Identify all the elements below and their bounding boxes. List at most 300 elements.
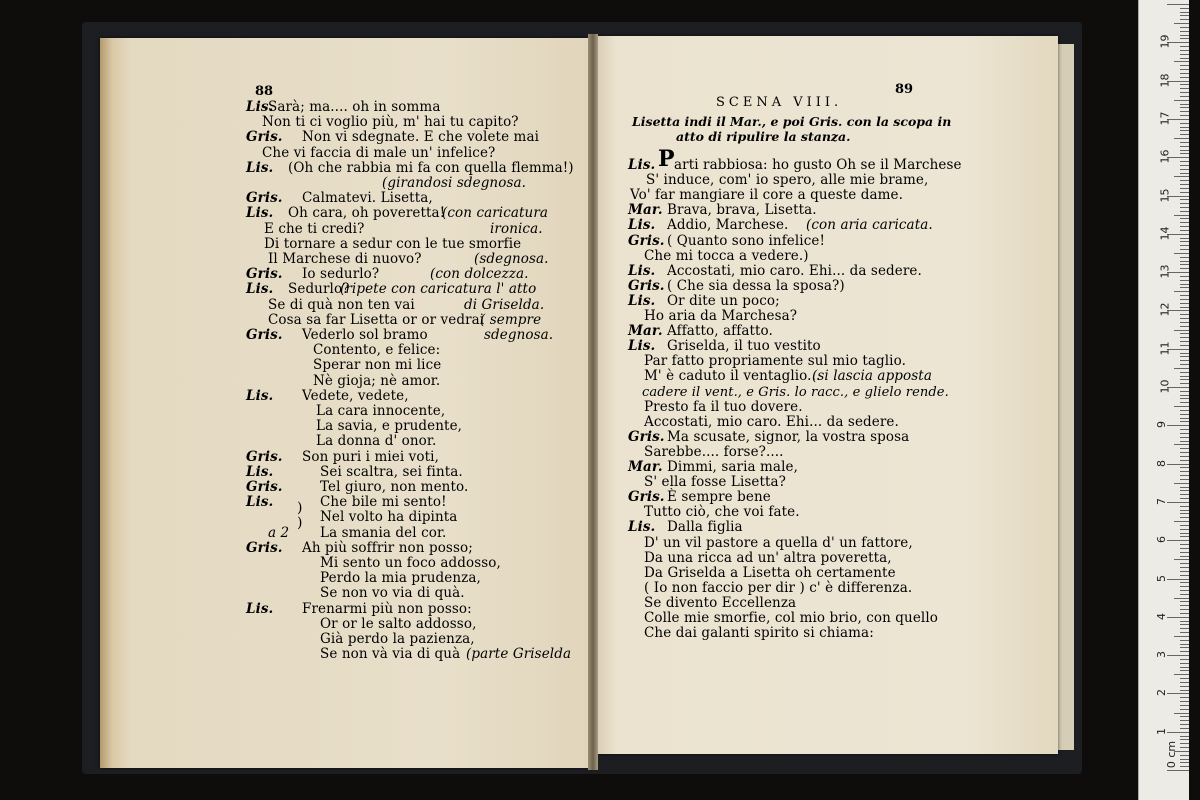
speaker-name: Gris.: [246, 539, 283, 556]
speaker-name: Lis.: [246, 99, 274, 115]
ruler-tick: [1180, 73, 1189, 74]
ruler-tick: [1180, 739, 1189, 740]
verse-text: ( Quanto sono infelice!: [667, 232, 825, 249]
stage-direction: ( sempre: [480, 311, 542, 328]
verse-text: arti rabbiosa: ho gusto Oh se il Marchese: [674, 157, 962, 173]
ruler-tick: [1180, 46, 1189, 47]
verse-text: Sperar non mi lice: [313, 357, 442, 374]
speaker-name: Lis.: [246, 600, 274, 617]
page-number-left: 88: [255, 84, 274, 99]
ruler-tick: [1180, 245, 1189, 246]
ruler-tick: [1180, 241, 1189, 242]
ruler-tick: [1180, 333, 1189, 334]
speaker-name: Lis.: [628, 292, 656, 309]
ruler-tick: [1180, 280, 1189, 281]
ruler-tick: [1180, 165, 1189, 166]
ruler-tick: [1180, 567, 1189, 568]
ruler-tick: [1180, 667, 1189, 668]
verse-text: Sei scaltra, sei finta.: [320, 463, 463, 480]
verse-text: Dalla figlia: [667, 519, 743, 536]
ruler-label: 7: [1155, 497, 1168, 505]
ruler-tick: [1180, 590, 1189, 591]
verse-text: Vedete, vedete,: [302, 387, 409, 404]
ruler-tick: [1180, 609, 1189, 610]
speaker-name: Gris.: [246, 129, 283, 146]
ruler-tick: [1180, 69, 1189, 70]
ruler-tick: [1180, 647, 1189, 648]
verse-text: Di tornare a sedur con le tue smorfie: [264, 235, 522, 252]
verse-text: Vo' far mangiare il core a queste dame.: [630, 187, 904, 204]
stage-direction: (parte Griselda: [466, 646, 572, 663]
ruler-label: 1: [1155, 727, 1168, 735]
verse-text: Griselda, il tuo vestito: [667, 338, 821, 355]
ruler-tick: [1180, 142, 1189, 143]
ruler-tick: [1180, 686, 1189, 687]
ruler-tick: [1180, 736, 1189, 737]
ruler-tick: [1167, 425, 1189, 426]
speaker-name: Lis.: [246, 387, 274, 404]
verse-text: Dimmi, saria male,: [667, 459, 798, 475]
ruler-tick: [1180, 421, 1189, 422]
verse-text: Non vi sdegnate. E che volete mai: [302, 129, 540, 146]
verse-text: Nel volto ha dipinta: [320, 509, 458, 526]
verse-text: Ma scusate, signor, la vostra sposa: [667, 428, 910, 445]
verse-text: ( Io non faccio per dir ) c' è differenza.: [644, 579, 913, 596]
ruler-tick: [1180, 586, 1189, 587]
ruler-tick: [1180, 345, 1189, 346]
verse-text: Il Marchese di nuovo?: [268, 251, 422, 267]
ruler-tick: [1180, 307, 1189, 308]
ruler-tick: [1180, 326, 1189, 327]
ruler-tick: [1180, 766, 1189, 767]
ruler-tick: [1167, 540, 1189, 541]
ruler-tick: [1167, 617, 1189, 618]
verse-text: Or dite un poco;: [667, 292, 780, 309]
ruler-tick: [1180, 506, 1189, 507]
ruler-tick: [1180, 494, 1189, 495]
ruler-tick: [1180, 249, 1189, 250]
ruler-tick: [1180, 96, 1189, 97]
ruler-tick: [1180, 659, 1189, 660]
verse-text: Se non vo via di quà.: [320, 585, 465, 602]
verse-text: Tel giuro, non mento.: [320, 479, 469, 495]
ruler-label: 12: [1158, 302, 1172, 317]
ruler-tick: [1180, 12, 1189, 13]
ruler-tick: [1180, 398, 1189, 399]
ruler-tick: [1180, 134, 1189, 135]
ruler-label: 10: [1158, 379, 1172, 394]
book-gutter: [588, 34, 598, 770]
ruler-tick: [1180, 582, 1189, 583]
ruler-tick: [1180, 161, 1189, 162]
scene-title: SCENA VIII.: [716, 95, 843, 110]
ruler-tick: [1180, 303, 1189, 304]
ruler-tick: [1180, 678, 1189, 679]
ruler-tick: [1180, 383, 1189, 384]
ruler-tick: [1180, 613, 1189, 614]
ruler-tick: [1174, 713, 1189, 714]
verse-text: Ho aria da Marchesa?: [644, 308, 798, 324]
verse-text: Or or le salto addosso,: [320, 615, 477, 632]
ruler-tick: [1174, 330, 1189, 331]
speaker-name: Lis.: [246, 463, 274, 480]
verse-text: M' è caduto il ventaglio...: [644, 368, 821, 385]
ruler-tick: [1180, 188, 1189, 189]
ruler-label: 5: [1155, 574, 1168, 582]
speaker-name: Gris.: [628, 232, 665, 249]
ruler-tick: [1180, 58, 1189, 59]
ruler-tick: [1180, 456, 1189, 457]
ruler-tick: [1167, 655, 1189, 656]
stage-direction: (girandosi sdegnosa.: [382, 175, 527, 191]
ruler-tick: [1174, 61, 1189, 62]
ruler-tick: [1180, 127, 1189, 128]
verse-text: Vederlo sol bramo: [302, 327, 428, 343]
ruler-tick: [1180, 238, 1189, 239]
ruler-tick: [1180, 548, 1189, 549]
stage-heading-line-1: Lisetta indi il Mar., e poi Gris. con la scopa in: [632, 114, 952, 129]
verse-text: Mi sento un foco addosso,: [320, 555, 501, 571]
ruler-tick: [1180, 173, 1189, 174]
verse-text: Non ti ci voglio più, m' hai tu capito?: [262, 114, 519, 131]
ruler-tick: [1180, 318, 1189, 319]
brace-bottom: ): [297, 515, 303, 531]
stage-direction: (sdegnosa.: [474, 251, 549, 267]
ruler-tick: [1180, 364, 1189, 365]
ruler-tick: [1180, 690, 1189, 691]
ruler-tick: [1180, 594, 1189, 595]
ruler-tick: [1174, 559, 1189, 560]
brace-top: ): [297, 500, 303, 516]
verse-text: Io sedurlo?: [302, 266, 380, 283]
ruler-tick: [1180, 150, 1189, 151]
ruler-tick: [1180, 15, 1189, 16]
ruler-tick: [1180, 533, 1189, 534]
ruler-tick: [1174, 483, 1189, 484]
ruler-tick: [1180, 402, 1189, 403]
ruler-tick: [1174, 138, 1189, 139]
page-number-right: 89: [895, 82, 914, 97]
ruler-tick: [1180, 153, 1189, 154]
verse-text: Che dai galanti spirito si chiama:: [644, 625, 874, 642]
speaker-name: Gris.: [246, 479, 283, 495]
verse-text: Da Griselda a Lisetta oh certamente: [644, 564, 896, 581]
ruler-tick: [1174, 521, 1189, 522]
ruler-tick: [1180, 513, 1189, 514]
ruler-tick: [1180, 287, 1189, 288]
ruler-label: 16: [1158, 149, 1172, 164]
verse-text: Da una ricca ad un' altra poveretta,: [644, 549, 892, 566]
stage-direction: sdegnosa.: [484, 327, 554, 343]
ruler-tick: [1180, 353, 1189, 354]
ruler-tick: [1180, 77, 1189, 78]
ruler-tick: [1180, 479, 1189, 480]
ruler-tick: [1180, 50, 1189, 51]
ruler-tick: [1180, 410, 1189, 411]
verse-text: Se non và via di quà: [320, 646, 461, 663]
stage-direction: ironica.: [490, 220, 543, 237]
stage-direction: (con dolcezza.: [430, 266, 529, 283]
stage-direction: cadere il vent., e Gris. lo racc., e glielo rende.: [642, 384, 949, 400]
ruler-tick: [1180, 728, 1189, 729]
ruler-tick: [1180, 670, 1189, 671]
ruler-tick: [1180, 475, 1189, 476]
ruler-tick: [1180, 88, 1189, 89]
speaker-name: Lis.: [246, 494, 274, 511]
ruler-tick: [1180, 529, 1189, 530]
ruler-tick: [1180, 92, 1189, 93]
verse-text: ( Che sia dessa la sposa?): [667, 277, 845, 294]
ruler-tick: [1167, 579, 1189, 580]
ruler-tick: [1180, 682, 1189, 683]
ruler-tick: [1180, 575, 1189, 576]
ruler-tick: [1180, 621, 1189, 622]
ruler-tick: [1180, 701, 1189, 702]
speaker-name: Gris.: [246, 190, 283, 207]
ruler-tick: [1174, 176, 1189, 177]
ruler-tick: [1180, 716, 1189, 717]
ruler-tick: [1180, 437, 1189, 438]
ruler-tick: [1174, 368, 1189, 369]
ruler-label: 2: [1155, 689, 1168, 697]
ruler-tick: [1180, 65, 1189, 66]
speaker-name: Mar.: [628, 459, 663, 475]
speaker-name: Lis.: [246, 281, 274, 298]
speaker-name: Lis.: [628, 157, 656, 173]
verse-text: Che mi tocca a vedere.): [644, 247, 809, 264]
ruler-tick: [1180, 104, 1189, 105]
ruler-tick: [1180, 218, 1189, 219]
ruler-tick: [1180, 8, 1189, 9]
ruler-tick: [1180, 264, 1189, 265]
ruler-tick: [1180, 624, 1189, 625]
ruler-tick: [1180, 433, 1189, 434]
ruler-tick: [1180, 467, 1189, 468]
ruler-tick: [1180, 284, 1189, 285]
ruler-tick: [1180, 211, 1189, 212]
ruler-label: 9: [1155, 421, 1168, 429]
stage-direction: (con caricatura: [442, 205, 549, 222]
verse-text: Sedurlo?: [288, 281, 350, 298]
verse-text: Ah più soffrir non posso;: [302, 539, 473, 556]
ruler-tick: [1180, 322, 1189, 323]
ruler-tick: [1180, 498, 1189, 499]
stage-direction: (si lascia apposta: [812, 368, 932, 385]
stage-direction: (ripete con caricatura l' atto: [340, 281, 537, 298]
verse-text: Oh cara, oh poveretta!: [288, 205, 446, 222]
ruler-tick: [1180, 276, 1189, 277]
verse-text: La donna d' onor.: [316, 433, 437, 450]
verse-text: Se di quà non ten vai: [268, 296, 415, 313]
ruler-tick: [1180, 180, 1189, 181]
page-edge: [1058, 44, 1074, 750]
ruler-tick: [1180, 38, 1189, 39]
ruler-tick: [1180, 705, 1189, 706]
stage-direction: di Griselda.: [464, 296, 545, 313]
ruler-tick: [1180, 230, 1189, 231]
verse-text: Affatto, affatto.: [667, 323, 773, 340]
ruler-tick: [1180, 54, 1189, 55]
speaker-name: Gris.: [628, 428, 665, 445]
speaker-name: a 2: [268, 524, 290, 541]
ruler-tick: [1174, 598, 1189, 599]
ruler-tick: [1167, 770, 1189, 771]
ruler-tick: [1180, 747, 1189, 748]
ruler-tick: [1180, 107, 1189, 108]
ruler-tick: [1180, 441, 1189, 442]
speaker-name: Gris.: [246, 266, 283, 283]
ruler-tick: [1180, 376, 1189, 377]
ruler-tick: [1180, 632, 1189, 633]
ruler-tick: [1174, 406, 1189, 407]
verse-text: La smania del cor.: [320, 524, 447, 541]
verse-text: E che ti credi?: [264, 220, 365, 237]
ruler-tick: [1180, 268, 1189, 269]
speaker-name: Lis.: [246, 205, 274, 222]
ruler-tick: [1180, 743, 1189, 744]
ruler-tick: [1180, 299, 1189, 300]
ruler-tick: [1180, 123, 1189, 124]
ruler-tick: [1180, 337, 1189, 338]
ruler-tick: [1174, 215, 1189, 216]
ruler-tick: [1180, 372, 1189, 373]
ruler-tick: [1180, 644, 1189, 645]
verse-text: S' ella fosse Lisetta?: [644, 474, 787, 491]
verse-text: Contento, e felice:: [313, 342, 441, 359]
verse-text: Cosa sa far Lisetta or or vedrai: [268, 311, 485, 328]
ruler-tick: [1180, 663, 1189, 664]
speaker-name: Mar.: [628, 202, 663, 219]
ruler-label: 17: [1158, 111, 1172, 126]
verse-text: Già perdo la pazienza,: [320, 631, 475, 647]
ruler-tick: [1180, 169, 1189, 170]
verse-text: La cara innocente,: [316, 403, 446, 419]
verse-text: Addio, Marchese.: [667, 217, 789, 234]
ruler-tick: [1180, 341, 1189, 342]
ruler-label: 8: [1155, 459, 1168, 467]
ruler-label: 15: [1158, 188, 1172, 202]
ruler-tick: [1180, 295, 1189, 296]
stage-direction: (con aria caricata.: [806, 217, 933, 234]
ruler-label: 14: [1158, 226, 1172, 241]
ruler-label: 4: [1155, 612, 1168, 620]
ruler-tick: [1180, 199, 1189, 200]
verse-text: Presto fa il tuo dovere.: [644, 398, 803, 415]
ruler-tick: [1180, 192, 1189, 193]
ruler-tick: [1180, 226, 1189, 227]
ruler-tick: [1174, 253, 1189, 254]
ruler-tick: [1180, 452, 1189, 453]
ruler-tick: [1180, 556, 1189, 557]
ruler-label: 18: [1158, 73, 1172, 88]
verse-text: La savia, e prudente,: [316, 418, 463, 435]
verse-text: È sempre bene: [667, 489, 771, 506]
ruler-tick: [1180, 356, 1189, 357]
ruler-tick: [1180, 601, 1189, 602]
ruler-label: 3: [1155, 651, 1168, 659]
speaker-name: Gris.: [246, 327, 283, 343]
ruler-label: 19: [1158, 34, 1172, 49]
ruler-tick: [1180, 460, 1189, 461]
ruler-label: 6: [1155, 536, 1168, 544]
ruler-tick: [1180, 510, 1189, 511]
verse-text: Che vi faccia di male un' infelice?: [262, 144, 496, 161]
ruler-tick: [1180, 27, 1189, 28]
ruler-tick: [1180, 487, 1189, 488]
ruler-tick: [1180, 697, 1189, 698]
ruler-tick: [1167, 693, 1189, 694]
verse-text: Calmatevi. Lisetta,: [302, 190, 433, 207]
ruler-tick: [1180, 115, 1189, 116]
ruler-tick: [1180, 563, 1189, 564]
ruler-tick: [1180, 418, 1189, 419]
ruler-tick: [1167, 464, 1189, 465]
verse-text: Accostati, mio caro. Ehi... da sedere.: [667, 262, 922, 279]
verse-text: Accostati, mio caro. Ehi... da sedere.: [644, 413, 899, 430]
speaker-name: Lis.: [246, 159, 274, 176]
ruler-tick: [1174, 23, 1189, 24]
ruler-tick: [1180, 111, 1189, 112]
ruler-tick: [1180, 517, 1189, 518]
ruler-tick: [1180, 31, 1189, 32]
stage-heading-line-2: atto di ripulire la stanza.: [676, 129, 851, 144]
ruler-tick: [1180, 759, 1189, 760]
speaker-name: Lis.: [628, 338, 656, 355]
ruler-tick: [1180, 755, 1189, 756]
ruler-label: 13: [1158, 264, 1172, 279]
ruler-tick: [1180, 19, 1189, 20]
verse-text: Se divento Eccellenza: [644, 594, 797, 611]
ruler-tick: [1180, 261, 1189, 262]
ruler-label: 11: [1158, 341, 1172, 356]
verse-text: S' induce, com' io spero, alle mie brame,: [646, 172, 929, 189]
ruler-tick: [1167, 502, 1189, 503]
ruler-tick: [1180, 544, 1189, 545]
ruler-tick: [1180, 222, 1189, 223]
speaker-name: Mar.: [628, 323, 663, 340]
verse-text: Nè gioja; nè amor.: [313, 372, 441, 389]
verse-text: Tutto ciò, che voi fate.: [644, 504, 800, 521]
ruler-tick: [1180, 379, 1189, 380]
speaker-name: Gris.: [246, 448, 283, 465]
ruler-tick: [1180, 395, 1189, 396]
ruler-tick: [1180, 720, 1189, 721]
ruler-tick: [1180, 525, 1189, 526]
ruler-tick: [1174, 674, 1189, 675]
ruler-tick: [1180, 605, 1189, 606]
ruler-tick: [1180, 471, 1189, 472]
ruler-tick: [1180, 203, 1189, 204]
ruler-tick: [1180, 552, 1189, 553]
speaker-name: Gris.: [628, 489, 665, 506]
verse-text: Brava, brava, Lisetta.: [667, 202, 817, 219]
verse-text: (Oh che rabbia mi fa con quella flemma!): [288, 159, 574, 176]
speaker-name: Gris.: [628, 277, 665, 294]
ruler-tick: [1180, 391, 1189, 392]
verse-text: Che bile mi sento!: [320, 494, 447, 511]
ruler-label: 0 cm: [1165, 740, 1179, 769]
speaker-name: Lis.: [628, 217, 656, 234]
ruler-tick: [1174, 444, 1189, 445]
ruler-tick: [1180, 628, 1189, 629]
ruler-tick: [1180, 724, 1189, 725]
verse-text: Perdo la mia prudenza,: [320, 570, 481, 587]
ruler-tick: [1180, 314, 1189, 315]
ruler-tick: [1180, 207, 1189, 208]
verse-text: Frenarmi più non posso:: [302, 600, 472, 617]
verse-text: Colle mie smorfie, col mio brio, con quello: [644, 610, 938, 626]
ruler-tick: [1180, 130, 1189, 131]
